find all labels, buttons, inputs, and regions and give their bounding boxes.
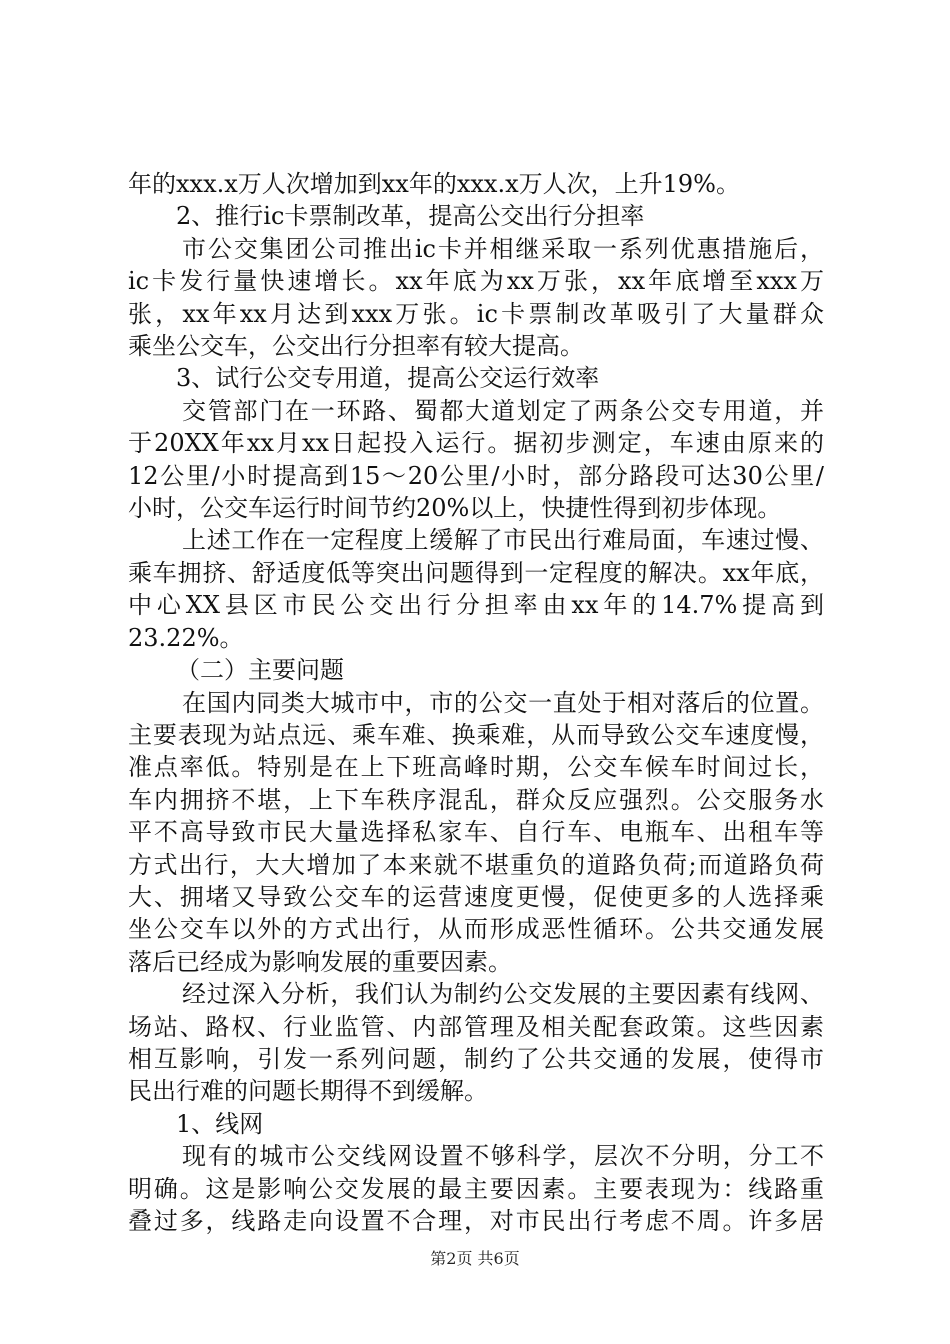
paragraph-line: 准点率低。特别是在上下班高峰时期，公交车候车时间过长，: [128, 753, 824, 782]
paragraph-line: 相互影响，引发一系列问题，制约了公共交通的发展，使得市: [128, 1044, 824, 1073]
paragraph-line: 叠过多，线路走向设置不合理，对市民出行考虑不周。许多居: [128, 1207, 824, 1235]
paragraph-line: 平不高导致市民大量选择私家车、自行车、电瓶车、出租车等: [128, 818, 824, 847]
paragraph-line: 场站、路权、行业监管、内部管理及相关配套政策。这些因素: [128, 1012, 824, 1041]
paragraph-line: 现有的城市公交线网设置不够科学，层次不分明，分工不: [182, 1142, 824, 1171]
paragraph-line: 主要表现为站点远、乘车难、换乘难，从而导致公交车速度慢，: [128, 720, 824, 749]
paragraph-line: 23.22%。: [128, 623, 244, 652]
paragraph-line: 12公里/小时提高到15～20公里/小时，部分路段可达30公里/: [128, 461, 824, 490]
section-heading: 1、线网: [176, 1109, 264, 1138]
section-heading: （二）主要问题: [176, 656, 344, 685]
paragraph-line: 小时，公交车运行时间节约20%以上，快捷性得到初步体现。: [128, 494, 782, 523]
paragraph-line: 上述工作在一定程度上缓解了市民出行难局面，车速过慢、: [182, 526, 824, 555]
paragraph-line: 车内拥挤不堪，上下车秩序混乱，群众反应强烈。公交服务水: [128, 785, 824, 814]
paragraph-line: 年的xxx.x万人次增加到xx年的xxx.x万人次，上升19%。: [128, 170, 740, 198]
paragraph-line: ic卡发行量快速增长。xx年底为xx万张，xx年底增至xxx万: [128, 267, 824, 296]
page-footer: 第2页 共6页: [430, 1249, 520, 1268]
paragraph-line: 大、拥堵又导致公交车的运营速度更慢，促使更多的人选择乘: [128, 882, 824, 911]
paragraph-line: 乘车拥挤、舒适度低等突出问题得到一定程度的解决。xx年底，: [128, 558, 824, 587]
paragraph-line: 交管部门在一环路、蜀都大道划定了两条公交专用道，并: [182, 396, 824, 425]
section-heading: 3、试行公交专用道，提高公交运行效率: [176, 364, 600, 393]
paragraph-line: 市公交集团公司推出ic卡并相继采取一系列优惠措施后，: [182, 234, 824, 263]
paragraph-line: 张，xx年xx月达到xxx万张。ic卡票制改革吸引了大量群众: [128, 299, 824, 328]
paragraph-line: 落后已经成为影响发展的重要因素。: [128, 947, 512, 976]
paragraph-line: 民出行难的问题长期得不到缓解。: [128, 1077, 488, 1106]
paragraph-line: 坐公交车以外的方式出行，从而形成恶性循环。公共交通发展: [128, 915, 824, 944]
document-body: [128, 168, 824, 1237]
paragraph-line: 乘坐公交车，公交出行分担率有较大提高。: [128, 332, 584, 361]
section-heading: 2、推行ic卡票制改革，提高公交出行分担率: [176, 202, 645, 231]
paragraph-line: 在国内同类大城市中，市的公交一直处于相对落后的位置。: [182, 688, 824, 717]
paragraph-line: 中心XX县区市民公交出行分担率由xx年的14.7%提高到: [128, 591, 824, 620]
paragraph-line: 方式出行，大大增加了本来就不堪重负的道路负荷;而道路负荷: [128, 850, 824, 879]
paragraph-line: 于20XX年xx月xx日起投入运行。据初步测定，车速由原来的: [128, 429, 824, 458]
paragraph-line: 经过深入分析，我们认为制约公交发展的主要因素有线网、: [182, 980, 824, 1009]
paragraph-line: 明确。这是影响公交发展的最主要因素。主要表现为：线路重: [128, 1174, 824, 1203]
